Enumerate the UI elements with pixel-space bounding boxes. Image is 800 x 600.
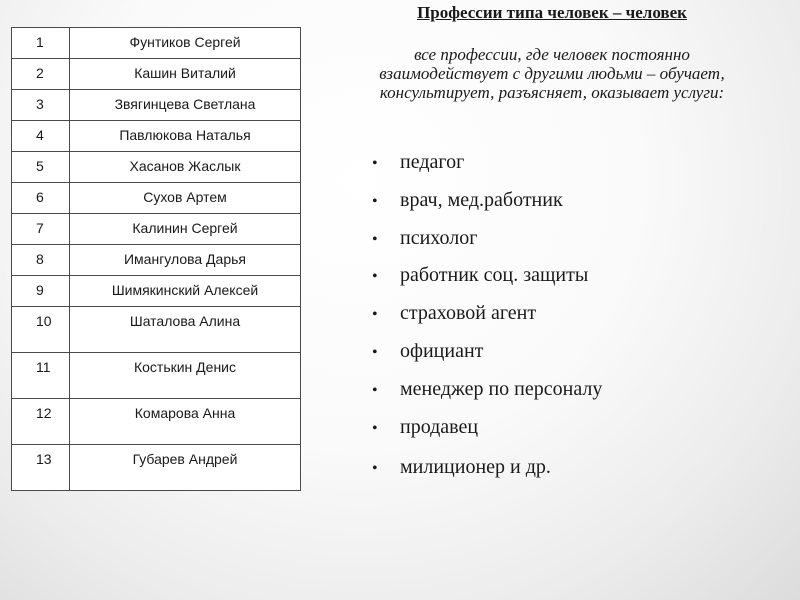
table-row — [12, 245, 301, 276]
profession-label: милиционер и др. — [400, 456, 551, 479]
student-name: Шимякинский Алексей — [70, 276, 301, 307]
row-number: 7 — [12, 214, 70, 245]
list-item — [372, 261, 602, 299]
table-row — [12, 307, 301, 353]
row-number: 2 — [12, 59, 70, 90]
student-name: Костькин Денис — [70, 353, 301, 399]
table-row — [12, 399, 301, 445]
description-text: все профессии, где человек постоянно взаимодействует с другими людьми – обучает, консультирует, разъясняет, оказывает услуги: — [379, 45, 725, 102]
table-row — [12, 152, 301, 183]
profession-list — [372, 148, 602, 491]
student-name: Хасанов Жаслык — [70, 152, 301, 183]
row-number: 4 — [12, 121, 70, 152]
list-item — [372, 186, 602, 224]
row-number: 1 — [12, 28, 70, 59]
row-number: 11 — [12, 353, 70, 399]
student-name: Фунтиков Сергей — [70, 28, 301, 59]
student-name: Сухов Артем — [70, 183, 301, 214]
bullet-icon: • — [372, 306, 378, 324]
student-name: Звягинцева Светлана — [70, 90, 301, 121]
table-row — [12, 28, 301, 59]
profession-label: врач, мед.работник — [400, 188, 563, 211]
student-name: Имангулова Дарья — [70, 245, 301, 276]
profession-label: страховой агент — [400, 302, 537, 325]
profession-label: продавец — [400, 415, 479, 438]
bullet-icon: • — [372, 230, 378, 248]
profession-label: официант — [400, 339, 484, 362]
list-item — [372, 337, 602, 375]
table-row — [12, 445, 301, 491]
student-name: Павлюкова Наталья — [70, 121, 301, 152]
profession-label: психолог — [400, 226, 478, 249]
list-item — [372, 413, 602, 451]
bullet-icon: • — [372, 381, 378, 399]
row-number: 3 — [12, 90, 70, 121]
student-name: Кашин Виталий — [70, 59, 301, 90]
profession-label: работник соц. защиты — [400, 264, 589, 287]
list-item — [372, 453, 602, 491]
student-table — [11, 27, 301, 491]
profession-label: менеджер по персоналу — [400, 377, 603, 400]
profession-label: педагог — [400, 151, 465, 173]
list-item — [372, 224, 602, 262]
table-row — [12, 276, 301, 307]
table-row — [12, 59, 301, 90]
student-name: Губарев Андрей — [70, 445, 301, 491]
student-name: Калинин Сергей — [70, 214, 301, 245]
slide-title: Профессии типа человек – человек — [417, 3, 687, 22]
bullet-icon: • — [372, 268, 378, 286]
bullet-icon: • — [372, 343, 378, 361]
list-item — [372, 148, 602, 186]
table-row — [12, 353, 301, 399]
list-item — [372, 299, 602, 337]
bullet-icon: • — [372, 460, 378, 478]
bullet-icon: • — [372, 192, 378, 210]
bullet-icon: • — [372, 419, 378, 437]
student-name: Шаталова Алина — [70, 307, 301, 353]
table-row — [12, 183, 301, 214]
row-number: 8 — [12, 245, 70, 276]
row-number: 12 — [12, 399, 70, 445]
row-number: 13 — [12, 445, 70, 491]
row-number: 5 — [12, 152, 70, 183]
row-number: 9 — [12, 276, 70, 307]
row-number: 6 — [12, 183, 70, 214]
table-row — [12, 214, 301, 245]
bullet-icon: • — [372, 155, 378, 172]
table-row — [12, 121, 301, 152]
list-item — [372, 375, 602, 413]
student-name: Комарова Анна — [70, 399, 301, 445]
row-number: 10 — [12, 307, 70, 353]
table-row — [12, 90, 301, 121]
